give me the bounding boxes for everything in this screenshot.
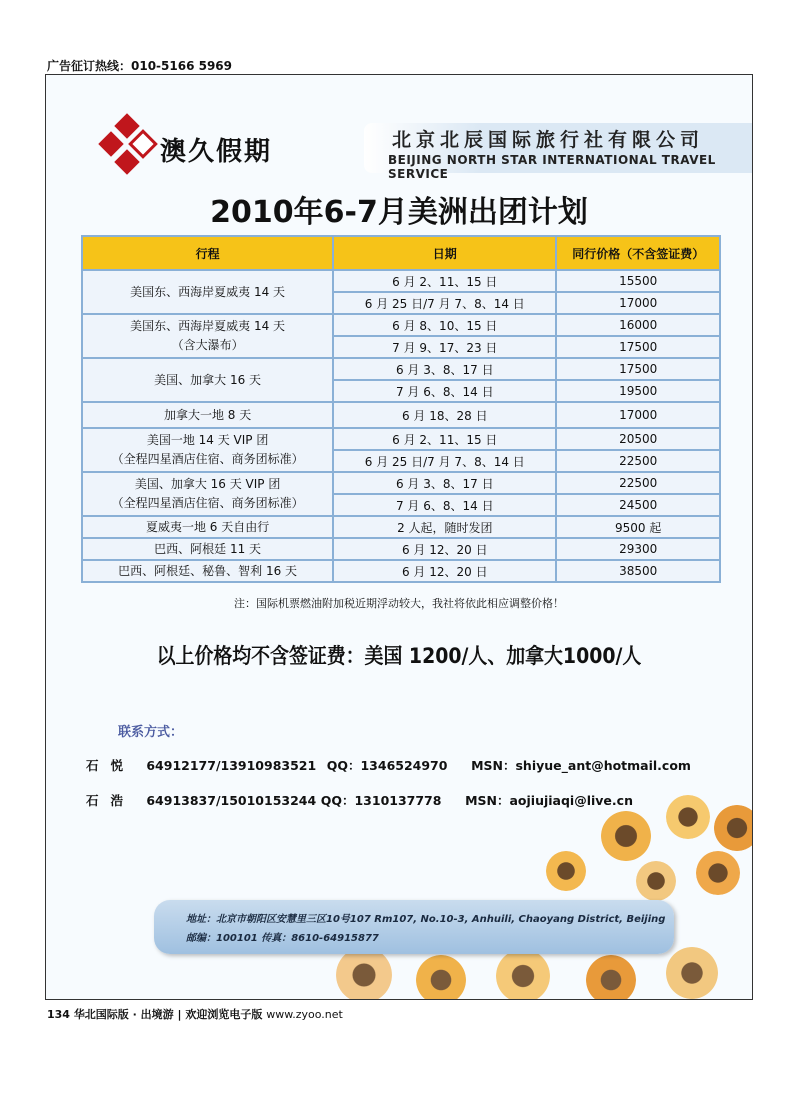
- price-cell: 38500: [556, 560, 720, 582]
- price-cell: 17000: [556, 292, 720, 314]
- contact-phone: 64913837/15010153244: [146, 793, 317, 808]
- brand-logo: [96, 113, 296, 183]
- column-header-route: 行程: [82, 236, 333, 270]
- page-title: 2010年6-7月美洲出团计划: [210, 195, 588, 230]
- page-number: 134: [47, 1008, 70, 1021]
- column-header-price: 同行价格（不含签证费）: [556, 236, 720, 270]
- date-cell: 6 月 8、10、15 日: [333, 314, 556, 336]
- table-row: [82, 472, 720, 494]
- table-row: [82, 538, 720, 560]
- column-header-date: 日期: [333, 236, 556, 270]
- page-footer: [47, 1006, 343, 1022]
- route-cell: 美国一地 14 天 VIP 团 （全程四星酒店住宿、商务团标准）: [82, 428, 333, 472]
- route-cell: 美国、加拿大 16 天: [82, 358, 333, 402]
- route-cell: 巴西、阿根廷、秘鲁、智利 16 天: [82, 560, 333, 582]
- table-header-row: [82, 236, 720, 270]
- date-cell: 6 月 2、11、15 日: [333, 270, 556, 292]
- address-line: 地址：北京市朝阳区安慧里三区10号107 Rm107, No.10-3, Anhuili, Chaoyang District, Beijing: [186, 914, 666, 925]
- date-cell: 7 月 9、17、23 日: [333, 336, 556, 358]
- contact-qq: QQ：1346524970: [326, 758, 448, 773]
- diamond-logo-icon: [96, 113, 160, 183]
- table-row: [82, 516, 720, 538]
- route-cell: 美国东、西海岸夏威夷 14 天 （含大瀑布）: [82, 314, 333, 358]
- visa-fee-note: 以上价格均不含签证费：美国 1200/人、加拿大1000/人: [156, 644, 642, 668]
- advert-frame: [45, 74, 753, 1000]
- price-cell: 22500: [556, 450, 720, 472]
- contact-msn: MSN：shiyue_ant@hotmail.com: [471, 758, 691, 773]
- tour-schedule-table: [81, 235, 721, 583]
- contact-name: 石悦: [86, 758, 136, 773]
- footer-link-text: 欢迎浏览电子版: [185, 1008, 263, 1021]
- date-cell: 6 月 2、11、15 日: [333, 428, 556, 450]
- route-cell: 巴西、阿根廷 11 天: [82, 538, 333, 560]
- date-cell: 6 月 25 日/7 月 7、8、14 日: [333, 450, 556, 472]
- price-cell: 9500 起: [556, 516, 720, 538]
- date-cell: 6 月 25 日/7 月 7、8、14 日: [333, 292, 556, 314]
- price-cell: 19500: [556, 380, 720, 402]
- price-cell: 24500: [556, 494, 720, 516]
- price-cell: 17500: [556, 336, 720, 358]
- publication-name: 华北国际版 · 出境游: [73, 1008, 174, 1021]
- table-row: [82, 560, 720, 582]
- contact-msn: MSN：aojiujiaqi@live.cn: [465, 793, 633, 808]
- contact-name: 石浩: [86, 793, 136, 808]
- website-link[interactable]: www.zyoo.net: [266, 1008, 343, 1021]
- footer-separator: |: [177, 1008, 182, 1021]
- table-row: [82, 358, 720, 380]
- table-row: [82, 314, 720, 336]
- postcode-fax-line: 邮编：100101 传真：8610-64915877: [186, 933, 379, 944]
- address-banner: [154, 900, 674, 954]
- price-cell: 15500: [556, 270, 720, 292]
- table-row: [82, 402, 720, 428]
- date-cell: 6 月 12、20 日: [333, 538, 556, 560]
- price-cell: 20500: [556, 428, 720, 450]
- price-cell: 17500: [556, 358, 720, 380]
- route-cell: 加拿大一地 8 天: [82, 402, 333, 428]
- date-cell: 7 月 6、8、14 日: [333, 380, 556, 402]
- date-cell: 6 月 3、8、17 日: [333, 358, 556, 380]
- agency-name-cn: 北京北辰国际旅行社有限公司: [392, 129, 705, 151]
- price-cell: 16000: [556, 314, 720, 336]
- fuel-surcharge-note: 注：国际机票燃油附加税近期浮动较大，我社将依此相应调整价格！: [234, 597, 564, 610]
- date-cell: 6 月 18、28 日: [333, 402, 556, 428]
- agency-name-en: BEIJING NORTH STAR INTERNATIONAL TRAVEL SERVICE: [388, 153, 716, 181]
- price-cell: 17000: [556, 402, 720, 428]
- date-cell: 2 人起，随时发团: [333, 516, 556, 538]
- table-row: [82, 428, 720, 450]
- contact-title: 联系方式：: [118, 725, 184, 740]
- date-cell: 6 月 12、20 日: [333, 560, 556, 582]
- agency-banner: [364, 123, 753, 181]
- date-cell: 7 月 6、8、14 日: [333, 494, 556, 516]
- brand-name: 澳久假期: [160, 137, 273, 167]
- price-cell: 29300: [556, 538, 720, 560]
- price-cell: 22500: [556, 472, 720, 494]
- table-row: [82, 270, 720, 292]
- contact-row: [86, 756, 691, 774]
- contact-row: [86, 791, 633, 809]
- route-cell: 美国、加拿大 16 天 VIP 团 （全程四星酒店住宿、商务团标准）: [82, 472, 333, 516]
- date-cell: 6 月 3、8、17 日: [333, 472, 556, 494]
- route-cell: 夏威夷一地 6 天自由行: [82, 516, 333, 538]
- route-cell: 美国东、西海岸夏威夷 14 天: [82, 270, 333, 314]
- contact-qq: QQ：1310137778: [320, 793, 442, 808]
- ad-hotline: 广告征订热线：010-5166 5969: [47, 59, 233, 73]
- contact-phone: 64912177/13910983521: [146, 758, 317, 773]
